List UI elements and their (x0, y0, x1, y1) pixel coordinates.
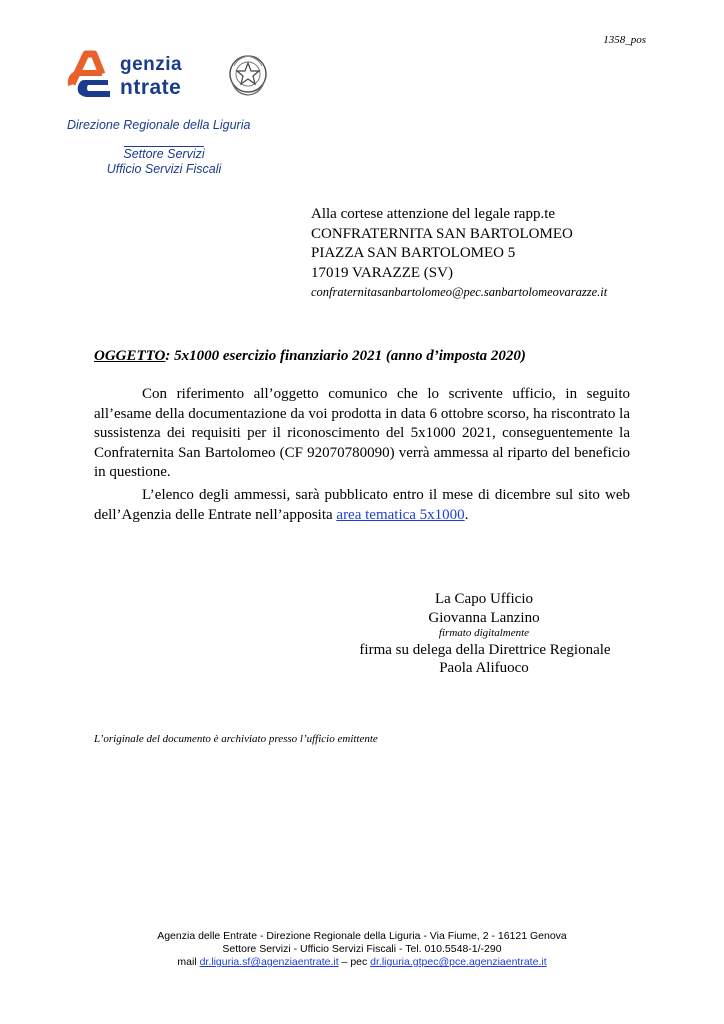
footer-emails (62, 956, 662, 969)
subject-label: OGGETTO (94, 348, 166, 364)
logo-text-agenzia: genzia (120, 54, 183, 75)
area-tematica-link[interactable]: area tematica 5x1000 (336, 506, 465, 523)
footer-address: Agenzia delle Entrate - Direzione Regionale della Liguria - Via Fiume, 2 - 16121 Genova (157, 930, 567, 942)
signatory-name: Giovanna Lanzino (428, 610, 540, 626)
agenzia-logo-mark-icon (62, 50, 120, 108)
recipient-line: CONFRATERNITA SAN BARTOLOMEO (311, 225, 573, 242)
footer-mail-link[interactable]: dr.liguria.sf@agenziaentrate.it (199, 956, 339, 968)
recipient-address (311, 205, 607, 303)
regional-directorate: Direzione Regionale della Liguria (67, 118, 251, 132)
footer-pec-label: – pec (338, 956, 371, 968)
office-name: Ufficio Servizi Fiscali (106, 162, 222, 176)
recipient-line: Alla cortese attenzione del legale rapp.te (311, 206, 556, 222)
body-paragraph-2-end: . (464, 506, 469, 523)
delegation-note: firma su delega della Direttrice Regionale (359, 642, 611, 658)
document-reference-code: 1358_pos (603, 34, 646, 46)
body-paragraph-1 (94, 385, 630, 483)
recipient-line: 17019 VARAZZE (SV) (311, 264, 453, 281)
signatory-title: La Capo Ufficio (434, 591, 534, 607)
italian-republic-emblem-icon (226, 52, 270, 98)
footer-mail-label: mail (177, 956, 200, 968)
subject-text: : 5x1000 esercizio finanziario 2021 (anno d’imposta 2020) (165, 348, 526, 364)
body-paragraph-1-text: Con riferimento all’oggetto comunico che lo scrivente ufficio, in seguito all’esame della documentazione da voi prodotta in data 6 ottobre scorso, ha riscontrato la sussistenza dei requisiti per il riconoscimento del 5x1000 2021, conseguentemente la Confraternita San Bartolomeo (CF 92070780090) verrà ammessa al riparto del beneficio in questione. (94, 386, 630, 481)
body-paragraph-2-text: L’elenco degli ammessi, sarà pubblicato entro il mese di dicembre sul sito web dell’Agenzia delle Entrate nell’apposita (94, 487, 630, 523)
recipient-email: confraternitasanbartolomeo@pec.sanbartolomeovarazze.it (311, 285, 608, 299)
footer-pec-link[interactable]: dr.liguria.gtpec@pce.agenziaentrate.it (370, 956, 547, 968)
subject-line (94, 348, 526, 365)
recipient-line: PIAZZA SAN BARTOLOMEO 5 (311, 245, 516, 261)
delegate-name: Paola Alifuoco (439, 660, 529, 676)
logo-text-entrate: ntrate (120, 76, 182, 99)
archive-note: L’originale del documento è archiviato presso l’ufficio emittente (94, 733, 378, 745)
footer-contacts: Settore Servizi - Ufficio Servizi Fiscali - Tel. 010.5548-1/-290 (222, 943, 502, 955)
body-paragraph-2 (94, 486, 630, 525)
digital-signature-note: firmato digitalmente (438, 627, 530, 639)
sector-name: Settore Servizi (123, 147, 205, 161)
